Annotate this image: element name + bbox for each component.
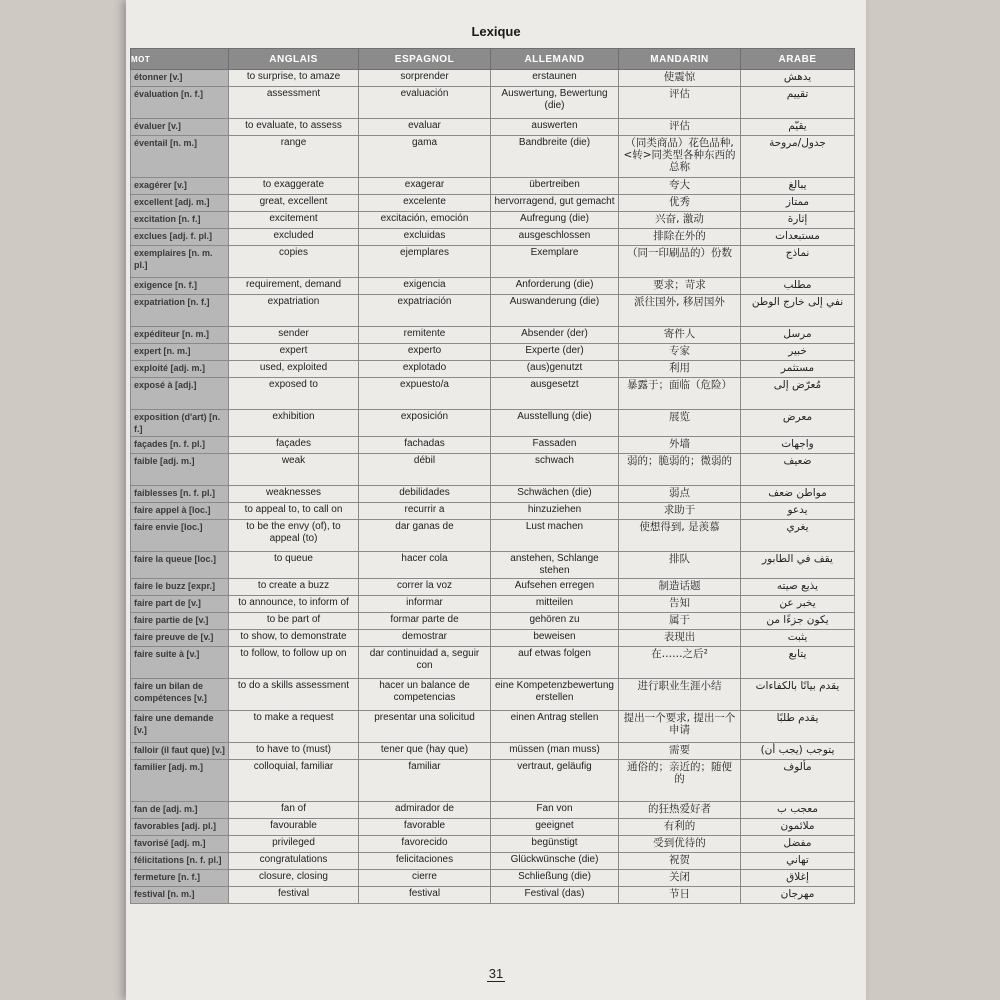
cell-anglais: to queue (229, 552, 359, 579)
cell-arabe: جدول/مروحة (741, 136, 855, 178)
cell-arabe: تقييم (741, 87, 855, 119)
table-row (131, 819, 855, 836)
cell-mot: favorables [adj. pl.] (131, 819, 229, 836)
cell-espagnol: hacer un balance de competencias (359, 679, 491, 711)
cell-arabe: يتابع (741, 647, 855, 679)
cell-arabe: نماذج (741, 246, 855, 278)
table-row (131, 802, 855, 819)
cell-allemand: Bandbreite (die) (491, 136, 619, 178)
table-row (131, 87, 855, 119)
cell-arabe: يخبر عن (741, 596, 855, 613)
cell-anglais: requirement, demand (229, 278, 359, 295)
cell-mandarin: 评估 (619, 87, 741, 119)
table-row (131, 596, 855, 613)
cell-anglais: to have to (must) (229, 743, 359, 760)
cell-allemand: anstehen, Schlange stehen (491, 552, 619, 579)
cell-mot: faire envie [loc.] (131, 520, 229, 552)
cell-anglais: to announce, to inform of (229, 596, 359, 613)
table-row (131, 178, 855, 195)
table-row (131, 853, 855, 870)
cell-mot: festival [n. m.] (131, 887, 229, 904)
cell-arabe: يتوجب (يجب أن) (741, 743, 855, 760)
cell-mot: étonner [v.] (131, 70, 229, 87)
cell-arabe: معرض (741, 410, 855, 437)
cell-mandarin: 节日 (619, 887, 741, 904)
cell-mandarin: （同类商品）花色品种,<转>同类型各种东西的总称 (619, 136, 741, 178)
cell-anglais: excluded (229, 229, 359, 246)
cell-anglais: congratulations (229, 853, 359, 870)
cell-mandarin: 弱的；脆弱的；微弱的 (619, 454, 741, 486)
cell-mot: faire preuve de [v.] (131, 630, 229, 647)
cell-mandarin: 利用 (619, 361, 741, 378)
cell-mandarin: 评估 (619, 119, 741, 136)
cell-arabe: مواطن ضعف (741, 486, 855, 503)
table-row (131, 212, 855, 229)
cell-espagnol: correr la voz (359, 579, 491, 596)
table-row (131, 613, 855, 630)
cell-mandarin: 寄件人 (619, 327, 741, 344)
cell-anglais: expatriation (229, 295, 359, 327)
cell-anglais: to create a buzz (229, 579, 359, 596)
column-header-mandarin: MANDARIN (619, 49, 741, 70)
cell-allemand: Auswanderung (die) (491, 295, 619, 327)
cell-mandarin: 展览 (619, 410, 741, 437)
cell-anglais: expert (229, 344, 359, 361)
cell-espagnol: dar continuidad a, seguir con (359, 647, 491, 679)
cell-mot: exposition (d'art) [n. f.] (131, 410, 229, 437)
cell-espagnol: expatriación (359, 295, 491, 327)
cell-mot: expert [n. m.] (131, 344, 229, 361)
cell-mandarin: 关闭 (619, 870, 741, 887)
cell-espagnol: débil (359, 454, 491, 486)
cell-mot: excellent [adj. m.] (131, 195, 229, 212)
cell-anglais: copies (229, 246, 359, 278)
table-row (131, 344, 855, 361)
cell-espagnol: fachadas (359, 437, 491, 454)
cell-mandarin: 有利的 (619, 819, 741, 836)
cell-mot: faire part de [v.] (131, 596, 229, 613)
cell-arabe: مُعرّض إلى (741, 378, 855, 410)
table-row (131, 410, 855, 437)
cell-allemand: Absender (der) (491, 327, 619, 344)
cell-espagnol: cierre (359, 870, 491, 887)
cell-espagnol: exagerar (359, 178, 491, 195)
cell-arabe: ملائمون (741, 819, 855, 836)
table-row (131, 503, 855, 520)
cell-mot: faible [adj. m.] (131, 454, 229, 486)
table-row (131, 454, 855, 486)
cell-espagnol: exposición (359, 410, 491, 437)
cell-mot: faire un bilan de compétences [v.] (131, 679, 229, 711)
cell-mot: faire une demande [v.] (131, 711, 229, 743)
cell-mot: favorisé [adj. m.] (131, 836, 229, 853)
cell-allemand: gehören zu (491, 613, 619, 630)
cell-mandarin: 的狂热爱好者 (619, 802, 741, 819)
table-row (131, 679, 855, 711)
cell-arabe: مرسل (741, 327, 855, 344)
cell-anglais: closure, closing (229, 870, 359, 887)
cell-anglais: to be part of (229, 613, 359, 630)
cell-mandarin: 表现出 (619, 630, 741, 647)
cell-anglais: to exaggerate (229, 178, 359, 195)
cell-mandarin: 外墙 (619, 437, 741, 454)
cell-espagnol: recurrir a (359, 503, 491, 520)
cell-anglais: range (229, 136, 359, 178)
cell-mandarin: 夸大 (619, 178, 741, 195)
cell-mandarin: 受到优待的 (619, 836, 741, 853)
cell-arabe: يدعو (741, 503, 855, 520)
cell-arabe: تهاني (741, 853, 855, 870)
cell-arabe: إغلاق (741, 870, 855, 887)
table-row (131, 327, 855, 344)
table-row (131, 378, 855, 410)
cell-allemand: hervorragend, gut gemacht (491, 195, 619, 212)
cell-arabe: مفضل (741, 836, 855, 853)
table-row (131, 647, 855, 679)
cell-allemand: einen Antrag stellen (491, 711, 619, 743)
cell-arabe: يقيّم (741, 119, 855, 136)
cell-espagnol: expuesto/a (359, 378, 491, 410)
cell-espagnol: familiar (359, 760, 491, 802)
cell-anglais: façades (229, 437, 359, 454)
table-row (131, 295, 855, 327)
cell-anglais: great, excellent (229, 195, 359, 212)
cell-allemand: Fassaden (491, 437, 619, 454)
cell-allemand: ausgesetzt (491, 378, 619, 410)
cell-espagnol: sorprender (359, 70, 491, 87)
table-row (131, 361, 855, 378)
cell-espagnol: favorecido (359, 836, 491, 853)
cell-mandarin: 暴露于；面临（危险） (619, 378, 741, 410)
cell-espagnol: gama (359, 136, 491, 178)
cell-mot: éventail [n. m.] (131, 136, 229, 178)
cell-mandarin: 进行职业生涯小结 (619, 679, 741, 711)
cell-mandarin: 需要 (619, 743, 741, 760)
cell-espagnol: ejemplares (359, 246, 491, 278)
cell-anglais: weak (229, 454, 359, 486)
cell-espagnol: evaluar (359, 119, 491, 136)
cell-allemand: Fan von (491, 802, 619, 819)
cell-allemand: hinzuziehen (491, 503, 619, 520)
column-header-mot: MOT (131, 49, 229, 70)
cell-arabe: ضعيف (741, 454, 855, 486)
cell-allemand: müssen (man muss) (491, 743, 619, 760)
cell-anglais: to surprise, to amaze (229, 70, 359, 87)
book-page (126, 0, 866, 1000)
cell-mot: exemplaires [n. m. pl.] (131, 246, 229, 278)
cell-mot: faire partie de [v.] (131, 613, 229, 630)
table-row (131, 246, 855, 278)
cell-espagnol: felicitaciones (359, 853, 491, 870)
cell-arabe: يبالغ (741, 178, 855, 195)
cell-mandarin: 兴奋, 激动 (619, 212, 741, 229)
cell-espagnol: informar (359, 596, 491, 613)
cell-allemand: Schwächen (die) (491, 486, 619, 503)
cell-arabe: يذيع صيته (741, 579, 855, 596)
cell-arabe: واجهات (741, 437, 855, 454)
table-row (131, 229, 855, 246)
cell-arabe: معجب ب (741, 802, 855, 819)
cell-anglais: fan of (229, 802, 359, 819)
table-row (131, 278, 855, 295)
cell-allemand: eine Kompetenzbewertung erstellen (491, 679, 619, 711)
cell-mandarin: 要求；苛求 (619, 278, 741, 295)
cell-espagnol: experto (359, 344, 491, 361)
cell-mot: exclues [adj. f. pl.] (131, 229, 229, 246)
table-row (131, 520, 855, 552)
cell-mandarin: 使想得到, 是羡慕 (619, 520, 741, 552)
table-header-row (131, 49, 855, 70)
cell-anglais: to do a skills assessment (229, 679, 359, 711)
column-header-espagnol: ESPAGNOL (359, 49, 491, 70)
cell-allemand: mitteilen (491, 596, 619, 613)
cell-anglais: exhibition (229, 410, 359, 437)
cell-arabe: مستثمر (741, 361, 855, 378)
cell-mot: façades [n. f. pl.] (131, 437, 229, 454)
table-row (131, 887, 855, 904)
cell-allemand: begünstigt (491, 836, 619, 853)
cell-mandarin: 弱点 (619, 486, 741, 503)
cell-espagnol: festival (359, 887, 491, 904)
cell-arabe: إثارة (741, 212, 855, 229)
column-header-arabe: ARABE (741, 49, 855, 70)
cell-espagnol: excitación, emoción (359, 212, 491, 229)
cell-mandarin: 求助于 (619, 503, 741, 520)
cell-anglais: colloquial, familiar (229, 760, 359, 802)
cell-mot: expéditeur [n. m.] (131, 327, 229, 344)
cell-mandarin: 排除在外的 (619, 229, 741, 246)
cell-mot: fan de [adj. m.] (131, 802, 229, 819)
cell-espagnol: dar ganas de (359, 520, 491, 552)
cell-mot: exploité [adj. m.] (131, 361, 229, 378)
cell-anglais: to be the envy (of), to appeal (to) (229, 520, 359, 552)
cell-allemand: beweisen (491, 630, 619, 647)
cell-arabe: يثبت (741, 630, 855, 647)
cell-allemand: geeignet (491, 819, 619, 836)
cell-mot: évaluation [n. f.] (131, 87, 229, 119)
cell-allemand: Auswertung, Bewertung (die) (491, 87, 619, 119)
cell-mandarin: 通俗的；亲近的；随便的 (619, 760, 741, 802)
cell-arabe: مستبعدات (741, 229, 855, 246)
cell-anglais: exposed to (229, 378, 359, 410)
cell-allemand: Glückwünsche (die) (491, 853, 619, 870)
table-row (131, 195, 855, 212)
cell-espagnol: formar parte de (359, 613, 491, 630)
cell-anglais: assessment (229, 87, 359, 119)
cell-espagnol: tener que (hay que) (359, 743, 491, 760)
cell-espagnol: explotado (359, 361, 491, 378)
cell-allemand: Experte (der) (491, 344, 619, 361)
cell-allemand: Festival (das) (491, 887, 619, 904)
cell-allemand: Lust machen (491, 520, 619, 552)
cell-espagnol: exigencia (359, 278, 491, 295)
cell-arabe: يقدم طلبًا (741, 711, 855, 743)
cell-mot: faiblesses [n. f. pl.] (131, 486, 229, 503)
cell-mandarin: 制造话题 (619, 579, 741, 596)
cell-mandarin: 在……之后² (619, 647, 741, 679)
cell-mandarin: 祝贺 (619, 853, 741, 870)
table-row (131, 711, 855, 743)
page-number-text: 31 (488, 966, 504, 981)
cell-mot: félicitations [n. f. pl.] (131, 853, 229, 870)
cell-mot: fermeture [n. f.] (131, 870, 229, 887)
cell-mandarin: 属于 (619, 613, 741, 630)
cell-anglais: to evaluate, to assess (229, 119, 359, 136)
cell-mandarin: 派往国外, 移居国外 (619, 295, 741, 327)
cell-espagnol: excluidas (359, 229, 491, 246)
cell-espagnol: debilidades (359, 486, 491, 503)
cell-arabe: خبير (741, 344, 855, 361)
cell-allemand: auswerten (491, 119, 619, 136)
cell-allemand: schwach (491, 454, 619, 486)
cell-allemand: übertreiben (491, 178, 619, 195)
cell-mot: familier [adj. m.] (131, 760, 229, 802)
table-row (131, 136, 855, 178)
cell-mot: expatriation [n. f.] (131, 295, 229, 327)
cell-arabe: يدهش (741, 70, 855, 87)
cell-anglais: privileged (229, 836, 359, 853)
cell-arabe: يكون جزءًا من (741, 613, 855, 630)
cell-arabe: مطلب (741, 278, 855, 295)
cell-mandarin: 专家 (619, 344, 741, 361)
table-row (131, 437, 855, 454)
table-row (131, 579, 855, 596)
cell-mot: évaluer [v.] (131, 119, 229, 136)
cell-anglais: weaknesses (229, 486, 359, 503)
column-header-allemand: ALLEMAND (491, 49, 619, 70)
cell-anglais: excitement (229, 212, 359, 229)
table-row (131, 760, 855, 802)
cell-allemand: Ausstellung (die) (491, 410, 619, 437)
cell-allemand: ausgeschlossen (491, 229, 619, 246)
cell-allemand: (aus)genutzt (491, 361, 619, 378)
cell-arabe: نفي إلى خارج الوطن (741, 295, 855, 327)
table-row (131, 70, 855, 87)
cell-anglais: to make a request (229, 711, 359, 743)
cell-mandarin: 提出一个要求, 提出一个申请 (619, 711, 741, 743)
page-number (126, 966, 866, 981)
cell-arabe: مهرجان (741, 887, 855, 904)
table-row (131, 486, 855, 503)
cell-mot: exposé à [adj.] (131, 378, 229, 410)
cell-espagnol: presentar una solicitud (359, 711, 491, 743)
cell-allemand: auf etwas folgen (491, 647, 619, 679)
cell-allemand: Anforderung (die) (491, 278, 619, 295)
cell-allemand: Aufregung (die) (491, 212, 619, 229)
cell-anglais: to follow, to follow up on (229, 647, 359, 679)
cell-allemand: vertraut, geläufig (491, 760, 619, 802)
cell-arabe: مألوف (741, 760, 855, 802)
cell-anglais: festival (229, 887, 359, 904)
table-row (131, 552, 855, 579)
cell-anglais: sender (229, 327, 359, 344)
table-row (131, 836, 855, 853)
page-title: Lexique (471, 24, 521, 39)
cell-mot: excitation [n. f.] (131, 212, 229, 229)
cell-mandarin: 排队 (619, 552, 741, 579)
cell-mandarin: 优秀 (619, 195, 741, 212)
cell-espagnol: excelente (359, 195, 491, 212)
table-row (131, 870, 855, 887)
cell-arabe: يغري (741, 520, 855, 552)
cell-espagnol: demostrar (359, 630, 491, 647)
cell-allemand: Aufsehen erregen (491, 579, 619, 596)
cell-allemand: Schließung (die) (491, 870, 619, 887)
cell-mot: faire appel à [loc.] (131, 503, 229, 520)
cell-espagnol: favorable (359, 819, 491, 836)
table-row (131, 743, 855, 760)
cell-allemand: Exemplare (491, 246, 619, 278)
cell-mot: faire suite à [v.] (131, 647, 229, 679)
cell-mandarin: （同一印刷品的）份数 (619, 246, 741, 278)
cell-espagnol: hacer cola (359, 552, 491, 579)
table-body (131, 70, 855, 904)
cell-mot: exagérer [v.] (131, 178, 229, 195)
cell-anglais: to appeal to, to call on (229, 503, 359, 520)
table-row (131, 119, 855, 136)
cell-mot: faire la queue [loc.] (131, 552, 229, 579)
table-row (131, 630, 855, 647)
cell-arabe: ممتاز (741, 195, 855, 212)
cell-mot: exigence [n. f.] (131, 278, 229, 295)
cell-mandarin: 使震惊 (619, 70, 741, 87)
cell-espagnol: admirador de (359, 802, 491, 819)
cell-mandarin: 告知 (619, 596, 741, 613)
cell-anglais: to show, to demonstrate (229, 630, 359, 647)
cell-arabe: يقدم بيانًا بالكفاءات (741, 679, 855, 711)
cell-espagnol: evaluación (359, 87, 491, 119)
lexicon-table (130, 48, 855, 904)
cell-mot: faire le buzz [expr.] (131, 579, 229, 596)
column-header-anglais: ANGLAIS (229, 49, 359, 70)
cell-allemand: erstaunen (491, 70, 619, 87)
cell-espagnol: remitente (359, 327, 491, 344)
cell-arabe: يقف في الطابور (741, 552, 855, 579)
cell-anglais: favourable (229, 819, 359, 836)
cell-mot: falloir (il faut que) [v.] (131, 743, 229, 760)
cell-anglais: used, exploited (229, 361, 359, 378)
